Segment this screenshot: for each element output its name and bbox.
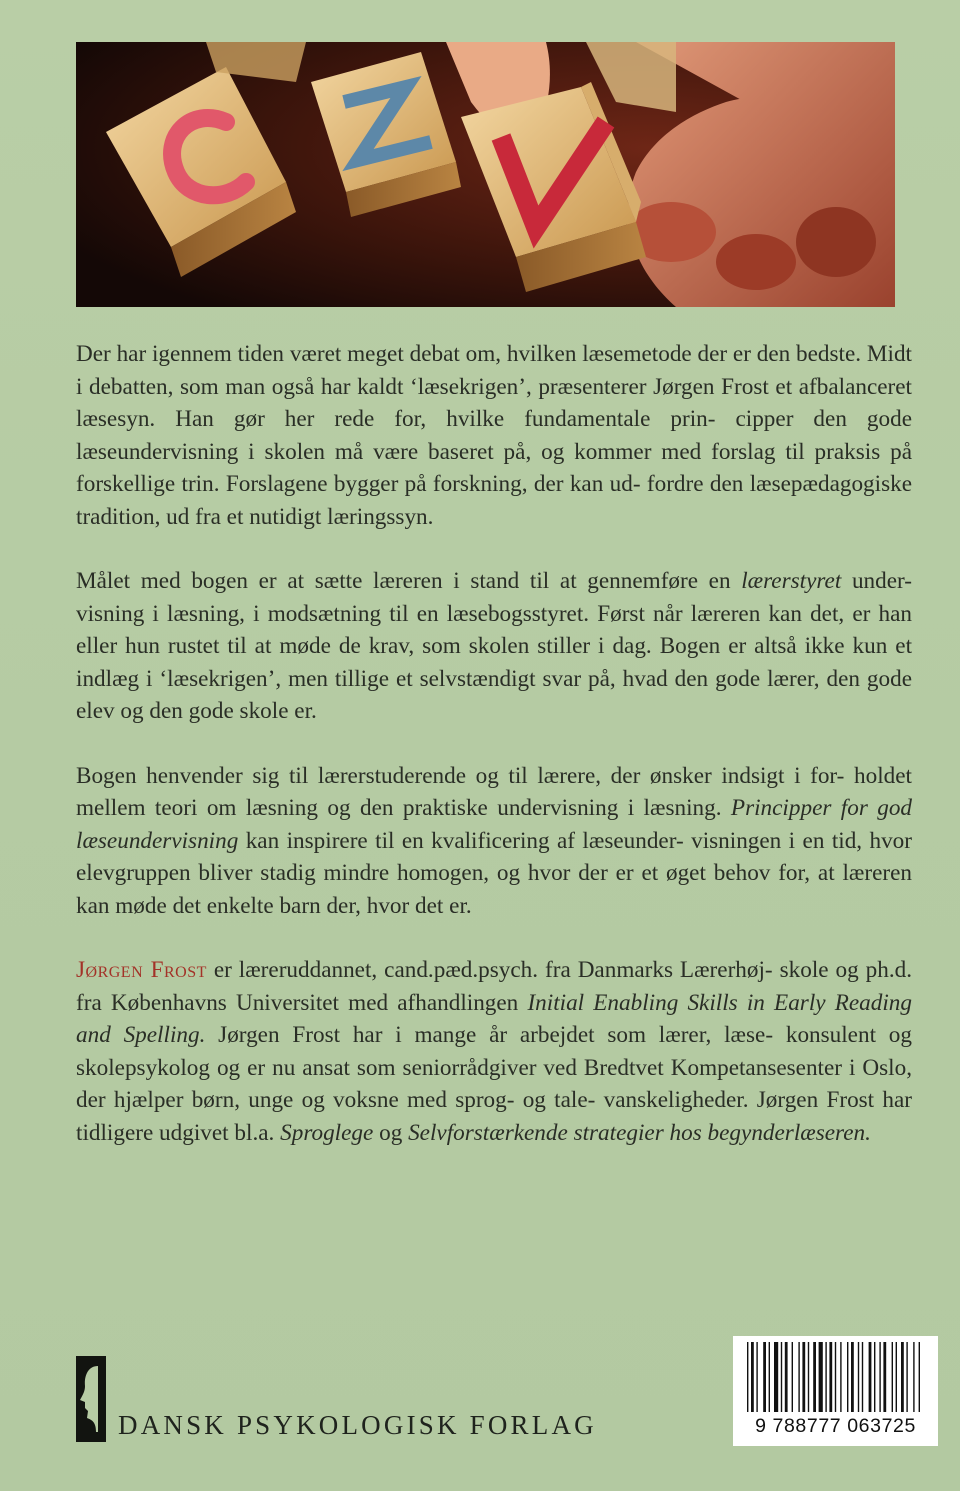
description-text [76,338,912,1149]
letter-blocks-photo [76,42,895,307]
publisher-name: DANSK PSYKOLOGISK FORLAG [118,1410,597,1440]
cover-photo [76,42,895,307]
paragraph-3: Bogen henvender sig til lærerstuderende og til lærere, der ønsker indsigt i for- holdet mellem teori om læsning og den praktiske undervisning i læsning. Principper for god læseundervisning kan inspirere til en kvalificering af læseunder- visningen i en tid, hvor elevgruppen bliver stadig mindre homogen, og hvor der er et øget behov for, at læreren kan møde det enkelte barn der, hvor det er. [76,762,913,919]
book-title-italic: Principper for god læseundervisning [76,795,913,854]
author-bio: Jørgen Frost er læreruddannet, cand.pæd.psych. fra Danmarks Lærerhøj- skole og ph.d. fra Københavns Universitet med afhandlingen Initial Enabling Skills in Early Reading and Spelling. Jørgen Frost har i mange år arbejdet som lærer, læse- konsulent og skolepsykolog og er nu ansat som seniorrådgiver ved Bredtvet Kompetansesenter i Oslo, der hjælper børn, unge og voksne med sprog- og tale- vanskeligheder. Jørgen Frost har tidligere udgivet bl.a. Sproglege og Selvforstærkende strategier hos begynderlæseren. [76,957,913,1146]
author-name: Jørgen Frost [76,957,207,983]
profile-head-logo-icon [76,1356,106,1442]
paragraph-2: Målet med bogen er at sætte læreren i stand til at gennemføre en lærerstyret under- visning i læsning, i modsætning til en læsebogsstyret. Først når læreren kan det, er han eller hun rustet til at møde de krav, som skolen stiller i dag. Bogen er altså ikke kun et indlæg i ‘læsekrigen’, men tillige et selvstændigt svar på, hvad den gode lærer, den gode elev og den gode skole er. [76,568,913,724]
paragraph-1: Der har igennem tiden været meget debat om, hvilken læsemetode der er den bedste. Midt i debatten, som man også har kaldt ‘læsekrigen’, præsenterer Jørgen Frost et afbalanceret læsesyn. Han gør her rede for, hvilke fundamentale prin- cipper den gode læseundervisning i skolen må være baseret på, og kommer med forslag til praksis på forskellige trin. Forslagene bygger på forskning, der kan ud- fordre den læsepædagogiske tradition, ud fra et nutidigt læringssyn. [76,341,913,530]
isbn-number: 9 788777 063725 [733,1412,938,1440]
